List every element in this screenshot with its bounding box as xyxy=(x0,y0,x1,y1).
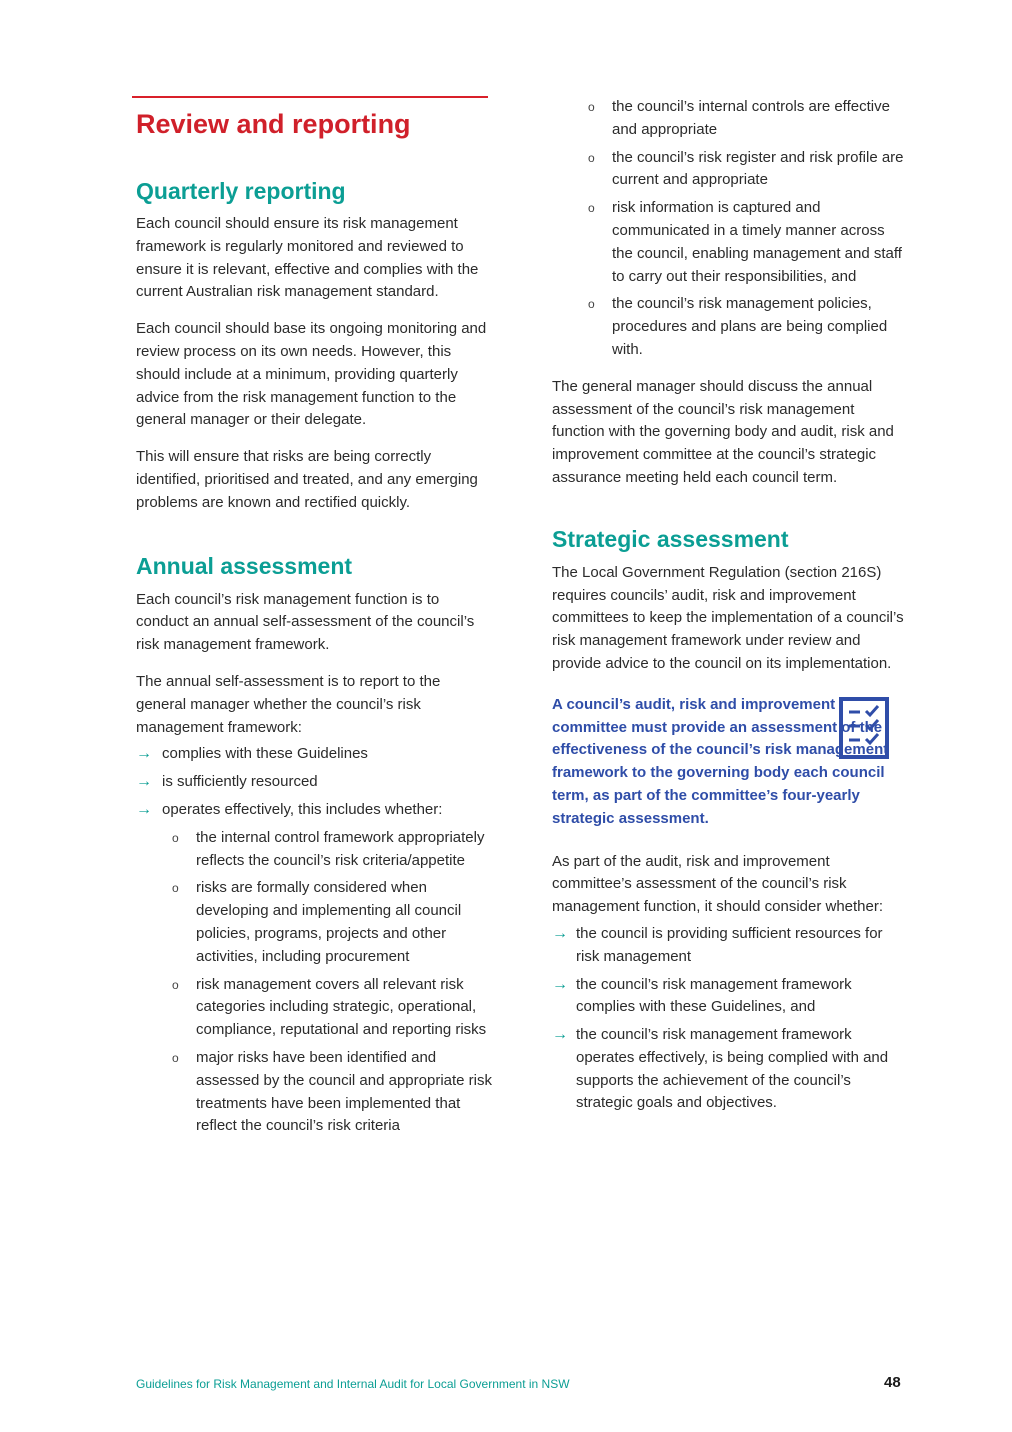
list-item-text: operates effectively, this includes whether: xyxy=(162,800,443,818)
list-item xyxy=(136,743,492,766)
right-column xyxy=(552,96,908,1115)
list-item xyxy=(136,771,492,794)
list-item xyxy=(136,799,492,822)
list-item xyxy=(136,1047,492,1138)
heading-quarterly-reporting: Quarterly reporting xyxy=(136,178,346,204)
list-item-text: the council’s risk management policies, procedures and plans are being complied with. xyxy=(612,295,888,358)
paragraph: Each council should base its ongoing monitoring and review process on its own needs. However, this should include at a minimum, providing quarterly advice from the risk management function to the general manager or their delegate. xyxy=(136,320,487,429)
arrow-right-icon: → xyxy=(136,745,152,763)
arrow-list xyxy=(136,743,492,821)
list-item xyxy=(136,877,492,968)
list-item-text: the council is providing sufficient resources for risk management xyxy=(576,924,883,965)
list-item-text: the council’s risk management framework complies with these Guidelines, and xyxy=(576,975,852,1016)
paragraph: As part of the audit, risk and improvement committee’s assessment of the council’s risk management function, it should consider whether: xyxy=(552,852,884,916)
list-item xyxy=(552,293,908,361)
circle-bullet-icon: o xyxy=(172,830,179,845)
list-item xyxy=(136,827,492,873)
page-number: 48 xyxy=(884,1374,901,1391)
arrow-right-icon: → xyxy=(552,1026,568,1044)
circle-list xyxy=(136,827,492,1138)
heading-annual-assessment: Annual assessment xyxy=(136,552,353,579)
callout-box xyxy=(552,694,908,831)
arrow-right-icon: → xyxy=(136,773,152,791)
list-item-text: risk information is captured and communicated in a timely manner across the council, enabling management and staff to carry out their responsibilities, and xyxy=(612,199,902,285)
paragraph: The annual self-assessment is to report to the general manager whether the council’s risk management framework: xyxy=(136,672,441,736)
list-item xyxy=(552,197,908,288)
left-column xyxy=(136,96,492,1138)
circle-bullet-icon: o xyxy=(588,150,595,165)
circle-bullet-icon: o xyxy=(172,881,179,896)
list-item-text: complies with these Guidelines xyxy=(162,745,368,763)
list-item xyxy=(136,974,492,1042)
circle-bullet-icon: o xyxy=(588,100,595,114)
circle-bullet-icon: o xyxy=(588,297,595,312)
list-item-text: the council’s risk management framework operates effectively, is being complied with and supports the achievement of the council’s strategic goals and objectives. xyxy=(576,1026,889,1112)
heading-strategic-assessment: Strategic assessment xyxy=(552,525,789,552)
list-item-text: is sufficiently resourced xyxy=(162,773,318,791)
arrow-right-icon: → xyxy=(552,975,568,993)
paragraph: The Local Government Regulation (section 216S) requires councils’ audit, risk and improvement committees to keep the implementation of a council’s risk management framework under review and provide advice to the council on its implementation. xyxy=(552,563,904,672)
list-item xyxy=(552,96,908,142)
circle-bullet-icon: o xyxy=(172,977,179,992)
list-item-text: risk management covers all relevant risk categories including strategic, operational, compliance, reputational and reporting risks xyxy=(196,975,487,1039)
arrow-right-icon: → xyxy=(136,800,152,818)
circle-bullet-icon: o xyxy=(172,1050,179,1065)
circle-bullet-icon: o xyxy=(588,201,595,216)
list-item-text: the internal control framework appropriately reflects the council’s risk criteria/appetite xyxy=(196,828,485,869)
section-rule xyxy=(132,96,488,98)
list-item xyxy=(552,923,908,969)
checklist-icon xyxy=(838,696,890,760)
list-item xyxy=(552,1024,908,1115)
section-title: Review and reporting xyxy=(136,109,411,139)
list-item xyxy=(552,974,908,1020)
arrow-right-icon: → xyxy=(552,924,568,942)
list-item-text: the council’s risk register and risk profile are current and appropriate xyxy=(612,148,904,189)
list-item xyxy=(552,147,908,193)
circle-list xyxy=(552,96,908,362)
list-item-text: risks are formally considered when developing and implementing all council policies, programs, projects and other activities, including procurement xyxy=(196,879,462,965)
footer-title: Guidelines for Risk Management and Internal Audit for Local Government in NSW xyxy=(136,1377,570,1391)
paragraph: Each council should ensure its risk management framework is regularly monitored and reviewed to ensure it is relevant, effective and complies with the current Australian risk management standard. xyxy=(136,215,479,301)
arrow-list xyxy=(552,923,908,1115)
paragraph: This will ensure that risks are being correctly identified, prioritised and treated, and any emerging problems are known and rectified quickly. xyxy=(136,448,478,511)
callout-text: A council’s audit, risk and improvement committee must provide an assessment of the effectiveness of the council’s risk management framework to the governing body each council term, as part of the committee’s four-yearly strategic assessment. xyxy=(552,695,889,827)
list-item-text: major risks have been identified and assessed by the council and appropriate risk treatments have been implemented that reflect the council’s risk criteria xyxy=(196,1048,493,1135)
paragraph: The general manager should discuss the annual assessment of the council’s risk management function with the governing body and audit, risk and improvement committee at the council’s strategic assurance meeting held each council term. xyxy=(552,377,894,486)
paragraph: Each council’s risk management function is to conduct an annual self-assessment of the council’s risk management framework. xyxy=(136,590,475,654)
list-item-text: the council’s internal controls are effective and appropriate xyxy=(612,98,890,138)
